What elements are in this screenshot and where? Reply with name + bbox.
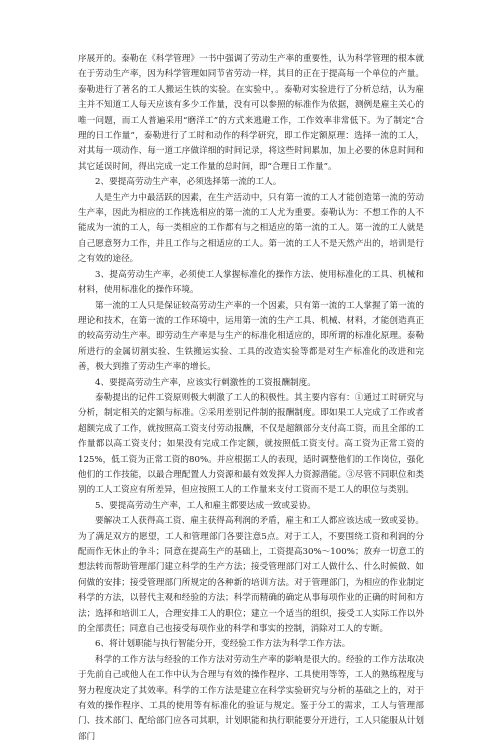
document-page bbox=[78, 52, 424, 745]
paragraph-2: 人是生产力中最活跃的因素，在生产活动中，只有第一流的工人才能创造第一流的劳动生产率，因此为相应的工作挑选相应的第一流的工人尤为重要。泰勒认为：不想工作的人不能成为一流的工人，每一类相应的工作都有与之相适应的第一流的工人。第一流的工人就是自己愿意努力工作，并且工作与之相适应的工人。第一流的工人不是天然产出的，培训是行之有效的途径。 bbox=[78, 192, 424, 265]
section-heading-4: 4、要提高劳动生产率，应该实行刺激性的工资报酬制度。 bbox=[95, 377, 316, 388]
section-heading-6: 6、将计划职能与执行智能分开，变经验工作方法为科学工作方法。 bbox=[95, 639, 351, 650]
paragraph-3: 第一流的工人只是保证较高劳动生产率的一个因素，只有第一流的工人掌握了第一流的理论和技术，在第一流的工作环境中，运用第一流的生产工具、机械、材料，才能创造真正的较高劳动生产率。即劳动生产率是与生产的标准化相适应的，即所谓的标准化原理。泰勒所进行的金属切割实验、生铁搬运实验、工具的改造实验等都是对生产标准化的改进和完善，极大到推了劳动生产率的增长。 bbox=[78, 300, 424, 373]
paragraph-4: 泰勒提出的记件工资原则极大刺激了工人的积极性。其主要内容有：①通过工时研究与分析，制定相关的定额与标准。②采用差别记件制的报酬制度。即如果工人完成了工作或者超额完成了工作，就按照高工资支付劳动报酬，不仅是超额部分支付高工资，而且全部的工作量都以高工资支付；如果没有完成工作定额，就按照低工资支付。高工资为正常工资的125%，低工资为正常工资的80%。并应根据工人的表现，适时调整他们的工作岗位，强化他们的工作技能，以最合理配置人力资源和最有效发挥人力资源潜能。③尽管不同职位和类别的工人工资应有所差异，但应按照工人的工作量来支付工资而不是工人的职位与类别。 bbox=[78, 392, 424, 496]
paragraph-1: 序展开的。泰勒在《科学管理》一书中强调了劳动生产率的重要性，认为科学管理的根本就在于劳动生产率，因为科学管理如同节省劳动一样，其目的正在于提高每一个单位的产量。泰勒进行了著名的工人搬运生铁的实验。在实验中，。泰勒对实验进行了分析总结，认为雇主并不知道工人每天应该有多少工作量，没有可以参照的标准作为依据，测例是雇主关心的唯一问题，而工人普遍采用“磨洋工”的方式来逃避工作，工作效率非常低下。为了制定“合理的日工作量”，泰勒进行了工时和动作的科学研究，即工作定额原理：选择一流的工人，对其每一项动作、每一道工序做详细的时间记录，将这些时间累加，加上必要的休息时间和其它延误时间，得出完成一定工作量的总时间，即“合理日工作量”。 bbox=[78, 54, 424, 172]
section-heading-3: 3、提高劳动生产率，必须使工人掌握标准化的操作方法、使用标准化的工具、机械和材料，使用标准化的操作环境。 bbox=[78, 269, 424, 296]
section-heading-2: 2、要提高劳动生产率，必须选择第一流的工人。 bbox=[95, 177, 282, 188]
section-heading-5: 5、要提高劳动生产率，工人和雇主都要达成一致或妥协。 bbox=[95, 500, 316, 511]
paragraph-6: 科学的工作方法与经验的工作方法对劳动生产率的影响是很大的。经验的工作方法取决于先前自己或他人在工作中认为合理与有效的操作程序、工具使用等等，工人的熟练程度与努力程度决定了其效率。科学的工作方法是建立在科学实验研究与分析的基础之上的，对于有效的操作程序、工具的使用等有标准化的验证与规定。鉴于分工的需求，工人与管理部门、技术部门、配给部门应各司其职，计划职能和执行职能要分开进行，工人只能服从计划部门 bbox=[78, 654, 424, 742]
paragraph-5: 要解决工人获得高工资、雇主获得高利润的矛盾，雇主和工人都应该达成一致或妥协。为了满足双方的愿望，工人和管理部门各要注意5点。对于工人，不要围绕工资和利润的分配而作无休止的争斗；同意在提高生产的基础上，工资提高30%～100%；放弃一切意工的想法转而帮助管理部门建立科学的生产方法；接受管理部门对工人做什么、什么时候做、如何做的安排；接受管理部门所规定的各种新的培训方法。对于管理部门，为相应的作业制定科学的方法，以替代主观和经验的方法；科学而精确的确定从事每项作业的正确的时间和方法；选择和培训工人，合理安排工人的职位；建立一个适当的组织，接受工人实际工作以外的全部责任；同意自己也接受每项作业的科学和事实的控制，消除对工人的专断。 bbox=[78, 516, 424, 635]
